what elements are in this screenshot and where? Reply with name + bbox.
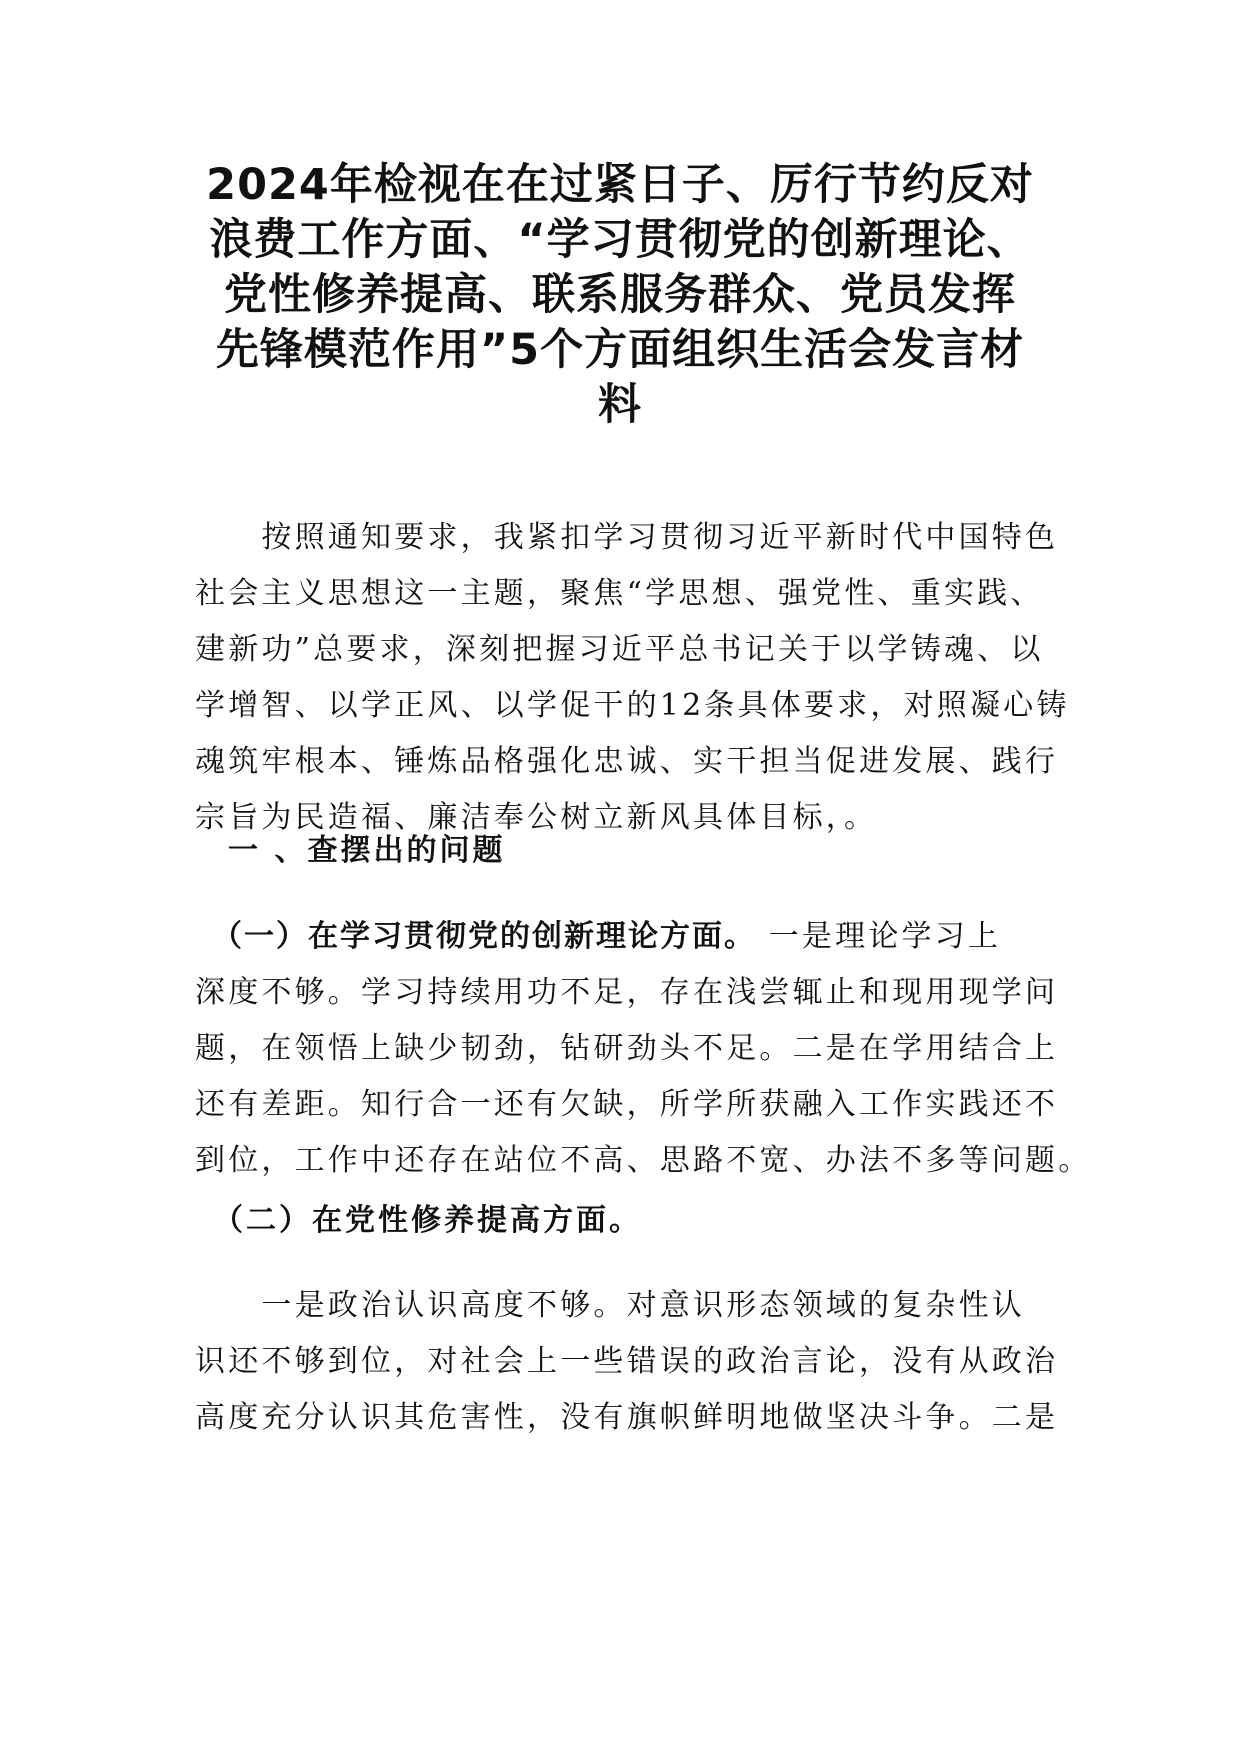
intro-paragraph bbox=[195, 510, 1070, 846]
paragraph-line: 题，在领悟上缺少韧劲，钻研劲头不足。二是在学用结合上 bbox=[195, 1031, 1059, 1066]
subheading-theory-study: （一）在学习贯彻党的创新理论方面。 bbox=[195, 919, 756, 954]
paragraph-line: 一是政治认识高度不够。对意识形态领域的复杂性认 bbox=[195, 1288, 1025, 1323]
paragraph-text: 一是理论学习上 bbox=[756, 919, 1002, 954]
title-line: 先锋模范作用”5个方面组织生活会发言材 bbox=[215, 325, 1025, 375]
paragraph-line: 按照通知要求，我紧扣学习贯彻习近平新时代中国特色 bbox=[195, 520, 1059, 555]
paragraph-line: 还有差距。知行合一还有欠缺，所学所获融入工作实践还不 bbox=[195, 1087, 1059, 1122]
paragraph-theory-study bbox=[195, 909, 1092, 1189]
section-heading-text: 一 、查摆出的问题 bbox=[195, 833, 506, 868]
paragraph-line: 到位，工作中还存在站位不高、思路不宽、办法不多等问题。 bbox=[195, 1143, 1092, 1178]
paragraph-party-spirit bbox=[195, 1278, 1059, 1446]
paragraph-line: 识还不够到位，对社会上一些错误的政治言论，没有从政治 bbox=[195, 1344, 1059, 1379]
title-line: 党性修养提高、联系服务群众、党员发挥 bbox=[224, 270, 1016, 320]
title-line: 2024年检视在在过紧日子、厉行节约反对 bbox=[206, 160, 1034, 210]
paragraph-line: 魂筑牢根本、锤炼品格强化忠诚、实干担当促进发展、践行 bbox=[195, 744, 1059, 779]
paragraph-line: 建新功”总要求，深刻把握习近平总书记关于以学铸魂、以 bbox=[195, 632, 1044, 667]
section-heading-problems bbox=[195, 823, 1055, 879]
subheading-party-spirit bbox=[195, 1193, 1055, 1249]
subheading-text: （二）在党性修养提高方面。 bbox=[195, 1203, 642, 1238]
paragraph-line: 社会主义思想这一主题，聚焦“学思想、强党性、重实践、 bbox=[195, 576, 1044, 611]
paragraph-line: 学增智、以学正风、以学促干的12条具体要求，对照凝心铸 bbox=[195, 688, 1070, 723]
paragraph-line: 深度不够。学习持续用功不足，存在浅尝辄止和现用现学问 bbox=[195, 975, 1059, 1010]
title-line: 料 bbox=[598, 380, 642, 430]
document-title bbox=[185, 158, 1055, 433]
paragraph-line: 宗旨为民造福、廉洁奉公树立新风具体目标，。 bbox=[195, 800, 878, 835]
paragraph-line: 高度充分认识其危害性，没有旗帜鲜明地做坚决斗争。二是 bbox=[195, 1400, 1059, 1435]
paragraph-first-line bbox=[195, 909, 1055, 965]
title-line: 浪费工作方面、“学习贯彻党的创新理论、 bbox=[209, 215, 1031, 265]
